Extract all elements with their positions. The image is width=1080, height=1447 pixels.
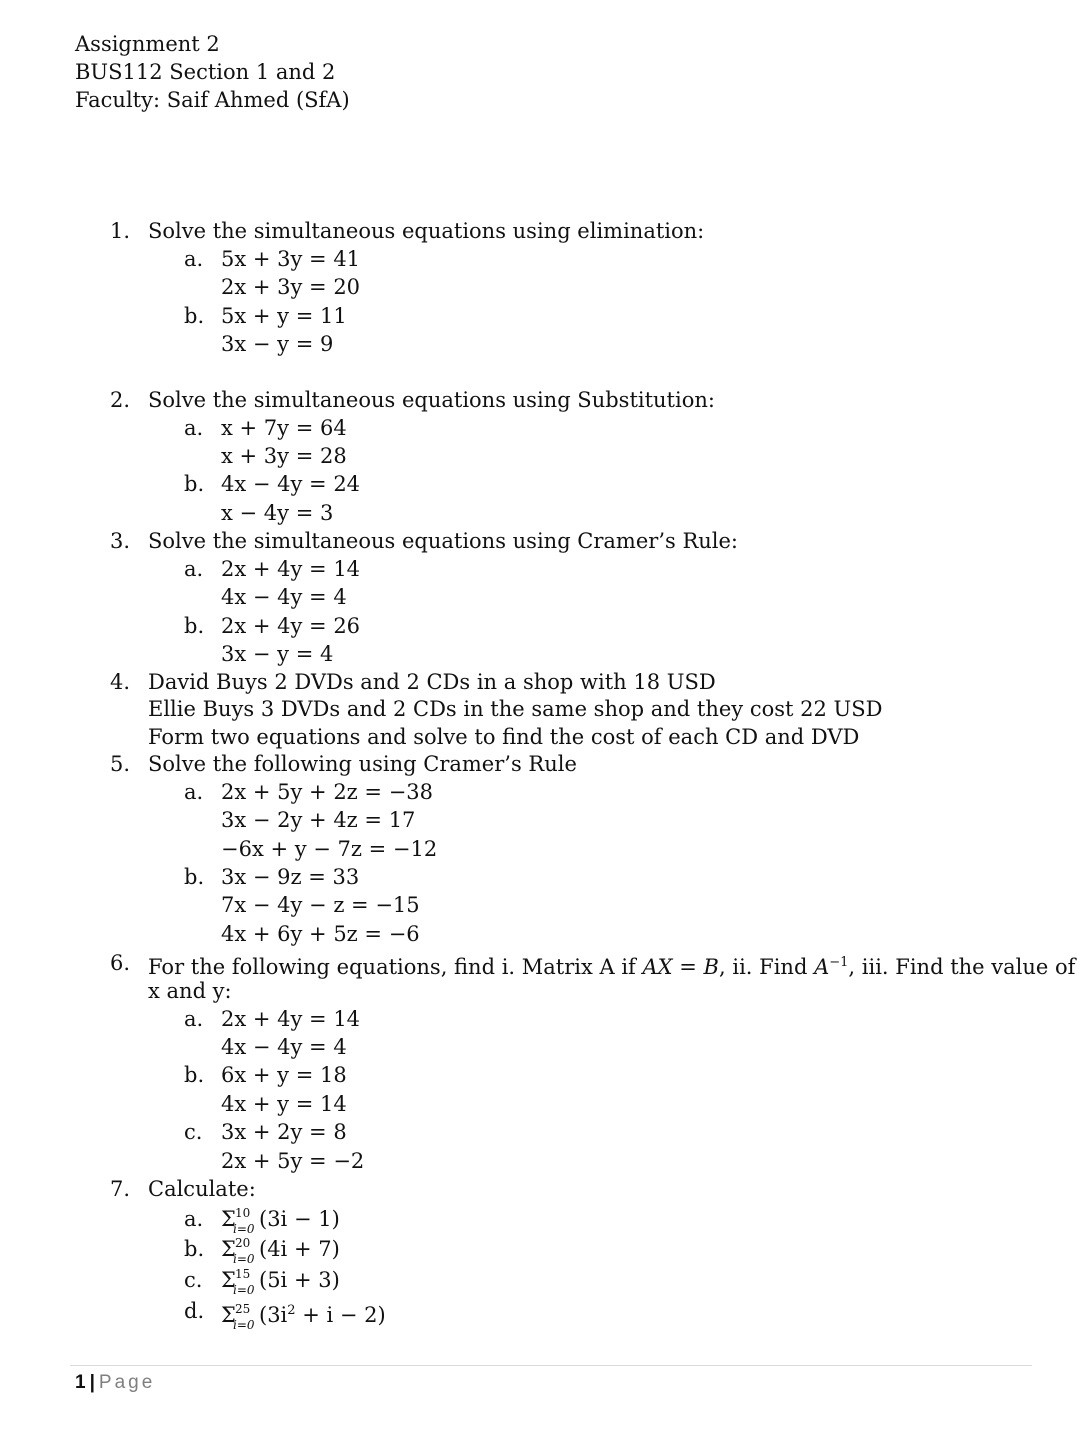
q6-line-2: x and y: [148,979,232,1003]
sigma-lower: i=0 [233,1318,255,1332]
q4-line-1: David Buys 2 DVDs and 2 CDs in a shop with 18 USD [148,670,716,694]
q3-number: 3. [110,529,131,553]
course-section: BUS112 Section 1 and 2 [75,60,336,84]
q3b-label: b. [184,614,205,638]
q1b-equation-2: 3x − y = 9 [221,332,334,356]
q1-text: Solve the simultaneous equations using elimination: [148,219,705,243]
sum-expression: (5i + 3) [259,1268,340,1292]
q5a-equation-3: −6x + y − 7z = −12 [221,837,438,861]
q2-number: 2. [110,388,131,412]
q7d-expression [221,1297,386,1332]
q6a-equation-1: 2x + 4y = 14 [221,1007,361,1031]
page-separator: | [89,1372,95,1393]
q6c-equation-2: 2x + 5y = −2 [221,1149,365,1173]
q6-line-1 [148,949,1075,981]
sigma-upper: 20 [235,1236,251,1250]
q4-number: 4. [110,670,131,694]
q7a-label: a. [184,1207,204,1231]
q5a-equation-1: 2x + 5y + 2z = −38 [221,780,434,804]
q7d-label: d. [184,1299,205,1323]
page-label: Page [98,1372,156,1393]
sigma-symbol: Σ 25 i=0 [221,1301,259,1329]
q2a-equation-2: x + 3y = 28 [221,444,347,468]
sigma-lower: i=0 [233,1222,255,1236]
q6b-label: b. [184,1063,205,1087]
q6c-label: c. [184,1120,203,1144]
q1b-label: b. [184,304,205,328]
q6a-equation-2: 4x − 4y = 4 [221,1035,347,1059]
q3a-equation-2: 4x − 4y = 4 [221,585,347,609]
sum-expression-pre: (3i [259,1303,288,1327]
q5b-equation-3: 4x + 6y + 5z = −6 [221,922,420,946]
q1a-equation-2: 2x + 3y = 20 [221,275,361,299]
faculty-name: Faculty: Saif Ahmed (SfA) [75,88,350,112]
page-number: 1 [75,1372,86,1393]
sigma-upper: 15 [235,1267,251,1281]
q7-number: 7. [110,1177,131,1201]
q7b-label: b. [184,1237,205,1261]
sum-expression: (4i + 7) [259,1237,340,1261]
q5b-equation-1: 3x − 9z = 33 [221,865,360,889]
q1a-label: a. [184,247,204,271]
sigma-symbol: Σ 10 i=0 [221,1205,259,1233]
q6-text-pre: For the following equations, find i. Matrix A if [148,955,643,979]
q7b-expression [221,1235,340,1266]
sigma-lower: i=0 [233,1283,255,1297]
q3-text: Solve the simultaneous equations using Cramer’s Rule: [148,529,738,553]
document-header [75,30,350,114]
q5b-label: b. [184,865,205,889]
q6c-equation-1: 3x + 2y = 8 [221,1120,347,1144]
sigma-symbol: Σ 20 i=0 [221,1235,259,1263]
sigma-lower: i=0 [233,1252,255,1266]
q3b-equation-1: 2x + 4y = 26 [221,614,361,638]
q2a-equation-1: x + 7y = 64 [221,416,347,440]
q5-text: Solve the following using Cramer’s Rule [148,752,577,776]
q1a-equation-1: 5x + 3y = 41 [221,247,361,271]
sigma-symbol: Σ 15 i=0 [221,1266,259,1294]
q6-inverse-base: A [814,955,830,979]
q6-math-axb: AX = B [642,955,719,979]
q5a-label: a. [184,780,204,804]
q5b-equation-2: 7x − 4y − z = −15 [221,893,420,917]
q3a-equation-1: 2x + 4y = 14 [221,557,361,581]
sigma-upper: 10 [235,1206,251,1220]
q7c-label: c. [184,1268,203,1292]
q6a-label: a. [184,1007,204,1031]
page-footer [75,1372,155,1394]
q6-number: 6. [110,951,131,975]
q2b-label: b. [184,472,205,496]
q1-number: 1. [110,219,131,243]
sum-expression-post: + i − 2) [295,1303,386,1327]
q6-inverse-exponent: −1 [829,955,849,970]
q2-text: Solve the simultaneous equations using Substitution: [148,388,715,412]
q5a-equation-2: 3x − 2y + 4z = 17 [221,808,416,832]
q4-line-2: Ellie Buys 3 DVDs and 2 CDs in the same shop and they cost 22 USD [148,697,883,721]
sum-exponent: 2 [287,1303,296,1318]
assignment-title: Assignment 2 [75,32,220,56]
q6b-equation-2: 4x + y = 14 [221,1092,347,1116]
q6-text-mid: , ii. Find [719,955,815,979]
q6b-equation-1: 6x + y = 18 [221,1063,347,1087]
q2a-label: a. [184,416,204,440]
q1b-equation-1: 5x + y = 11 [221,304,347,328]
q7c-expression [221,1266,340,1297]
q2b-equation-2: x − 4y = 3 [221,501,334,525]
q2b-equation-1: 4x − 4y = 24 [221,472,361,496]
q7-text: Calculate: [148,1177,256,1201]
sum-expression: (3i − 1) [259,1207,340,1231]
q6-text-post: , iii. Find the value of [848,955,1076,979]
footer-divider [70,1365,1032,1366]
q5-number: 5. [110,752,131,776]
q3b-equation-2: 3x − y = 4 [221,642,334,666]
q4-line-3: Form two equations and solve to find the cost of each CD and DVD [148,725,860,749]
q3a-label: a. [184,557,204,581]
sigma-upper: 25 [235,1302,251,1316]
